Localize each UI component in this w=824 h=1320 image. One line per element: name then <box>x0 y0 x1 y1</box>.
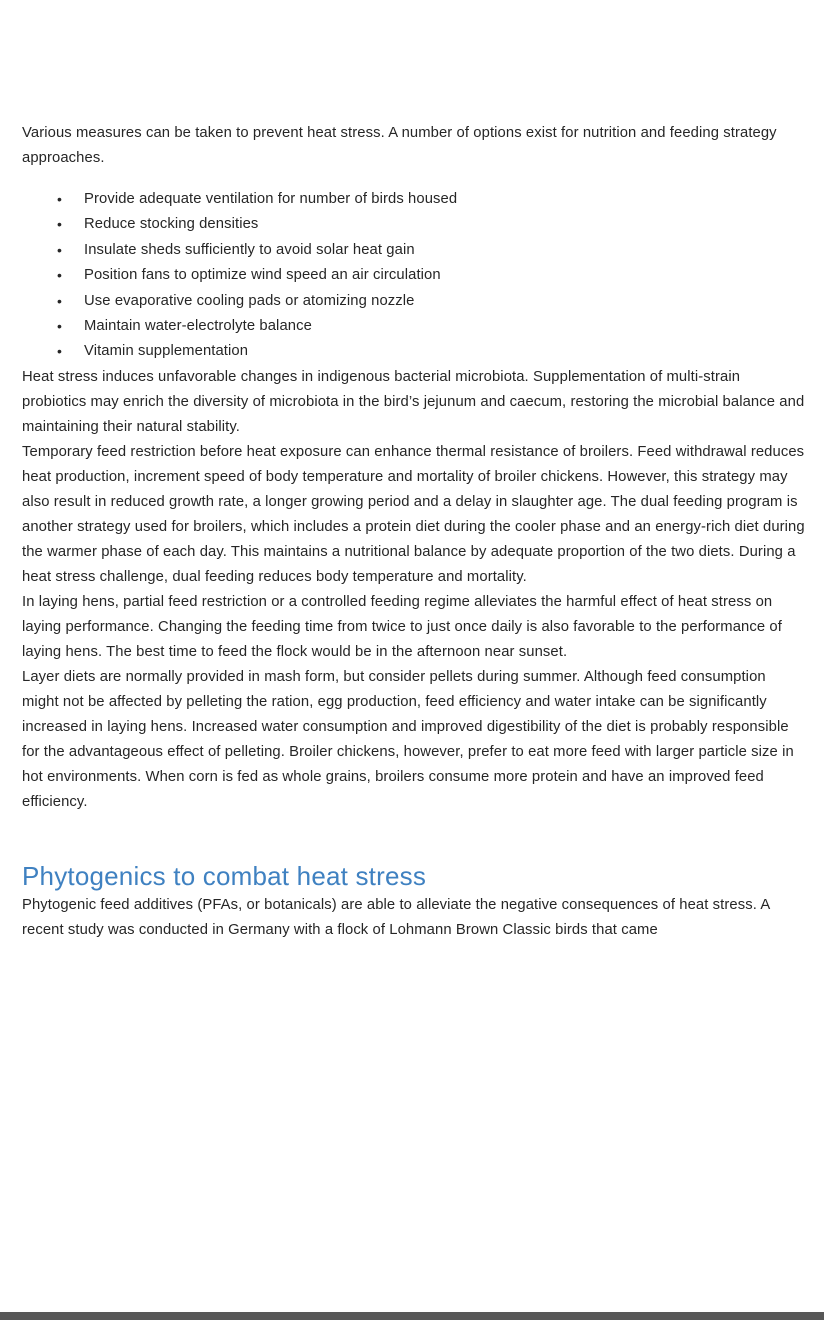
bullet-list <box>22 187 806 365</box>
bullet-item-insulate: • Insulate sheds sufficiently to avoid solar heat gain <box>84 238 806 263</box>
paragraph-feed-restriction: Temporary feed restriction before heat exposure can enhance thermal resistance of broilers. Feed withdrawal reduces heat production, increment speed of body temperature and mortality of broiler chickens. However, this strategy may also result in reduced growth rate, a longer growing period and a delay in slaughter age. The dual feeding program is another strategy used for broilers, which includes a protein diet during the cooler phase and an energy-rich diet during the warmer phase of each day. This maintains a nutritional balance by adequate proportion of the two diets. During a heat stress challenge, dual feeding reduces body temperature and mortality. <box>22 443 805 585</box>
bullet-item-stocking: • Reduce stocking densities <box>84 212 806 237</box>
paragraph-phytogenics: Phytogenic feed additives (PFAs, or botanicals) are able to alleviate the negative consequences of heat stress. A recent study was conducted in Germany with a flock of Lohmann Brown Classic birds that came <box>22 896 770 938</box>
section-heading-phytogenics: Phytogenics to combat heat stress <box>22 860 427 891</box>
bottom-bar <box>0 1312 824 1320</box>
bullet-item-cooling-pads: • Use evaporative cooling pads or atomizing nozzle <box>84 289 806 314</box>
paragraph-microbiota: Heat stress induces unfavorable changes in indigenous bacterial microbiota. Supplementation of multi-strain probiotics may enrich the diversity of microbiota in the bird’s jejunum and caecum, restoring the microbial balance and maintaining their natural stability. <box>22 368 805 435</box>
paragraph-layer-diets: Layer diets are normally provided in mash form, but consider pellets during summer. Although feed consumption might not be affected by pelleting the ration, egg production, feed efficiency and water intake can be significantly increased in laying hens. Increased water consumption and improved digestibility of the diet is probably responsible for the advantageous effect of pelleting. Broiler chickens, however, prefer to eat more feed with larger particle size in hot environments. When corn is fed as whole grains, broilers consume more protein and have an improved feed efficiency. <box>22 668 794 810</box>
paragraph-laying-hens: In laying hens, partial feed restriction or a controlled feeding regime alleviates the harmful effect of heat stress on laying performance. Changing the feeding time from twice to just once daily is also favorable to the performance of laying hens. The best time to feed the flock would be in the afternoon near sunset. <box>22 593 782 660</box>
bullet-item-vitamin: • Vitamin supplementation <box>84 339 806 364</box>
bullet-item-fans: • Position fans to optimize wind speed an air circulation <box>84 263 806 288</box>
bullet-item-ventilation: • Provide adequate ventilation for number of birds housed <box>84 187 806 212</box>
paragraph-intro: Various measures can be taken to prevent heat stress. A number of options exist for nutrition and feeding strategy approaches. <box>22 125 777 166</box>
bullet-item-electrolyte: • Maintain water-electrolyte balance <box>84 314 806 339</box>
